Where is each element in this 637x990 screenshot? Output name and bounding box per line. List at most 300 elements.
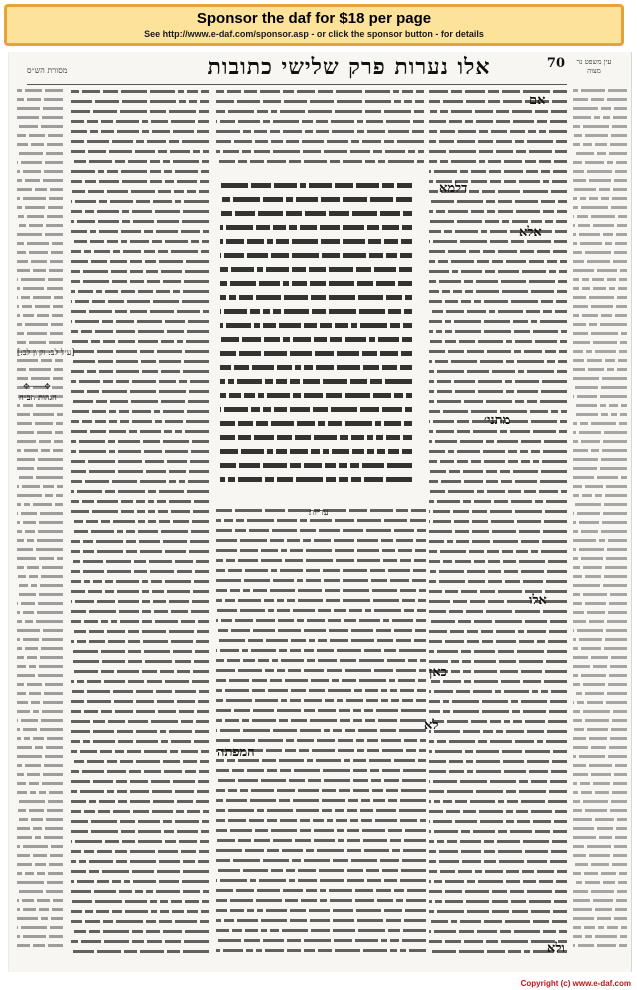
- text-line: [69, 578, 209, 584]
- text-line: [69, 268, 209, 274]
- text-line: [571, 754, 627, 759]
- text-line: [427, 578, 567, 584]
- text-line: [427, 238, 567, 244]
- text-line: [214, 587, 426, 593]
- text-line: [427, 518, 567, 524]
- text-line: [15, 277, 63, 282]
- text-line: [571, 331, 627, 336]
- text-line: [218, 405, 412, 414]
- text-line: [15, 871, 63, 876]
- text-line: [69, 208, 209, 214]
- text-line: [69, 728, 209, 734]
- text-line: [571, 268, 627, 273]
- text-line: [571, 349, 627, 354]
- text-line: [15, 178, 63, 183]
- text-line: [427, 458, 567, 464]
- text-line: [571, 700, 627, 705]
- text-line: [214, 917, 426, 923]
- text-line: [427, 488, 567, 494]
- text-line: [571, 745, 627, 750]
- text-line: [69, 88, 209, 94]
- text-line: [214, 647, 426, 653]
- text-line: [427, 108, 567, 114]
- text-line: [427, 838, 567, 844]
- text-line: [427, 248, 567, 254]
- text-line: [69, 508, 209, 514]
- text-line: [427, 338, 567, 344]
- text-line: [15, 691, 63, 696]
- text-line: [69, 438, 209, 444]
- text-line: [571, 628, 627, 633]
- text-line: [69, 178, 209, 184]
- text-line: [15, 709, 63, 714]
- text-line: [571, 799, 627, 804]
- top-commentary-block: [214, 88, 424, 174]
- text-line: [427, 798, 567, 804]
- text-line: [69, 158, 209, 164]
- text-line: [571, 871, 627, 876]
- text-line: [427, 358, 567, 364]
- text-line: [69, 718, 209, 724]
- text-line: [15, 565, 63, 570]
- text-line: [427, 548, 567, 554]
- text-line: [218, 321, 412, 330]
- text-line: [214, 727, 426, 733]
- text-line: [427, 388, 567, 394]
- text-line: [427, 848, 567, 854]
- text-line: [15, 610, 63, 615]
- text-line: [15, 475, 63, 480]
- text-line: [15, 736, 63, 741]
- text-line: [15, 160, 63, 165]
- text-line: [69, 168, 209, 174]
- gemara-text-box: [214, 177, 416, 503]
- text-line: [571, 727, 627, 732]
- text-line: [69, 908, 209, 914]
- copyright-notice: Copyright (c) www.e-daf.com: [520, 979, 631, 988]
- text-line: [571, 403, 627, 408]
- text-line: [214, 547, 426, 553]
- text-line: [69, 218, 209, 224]
- text-line: [571, 295, 627, 300]
- text-line: [571, 205, 627, 210]
- text-line: [214, 737, 426, 743]
- text-line: [571, 808, 627, 813]
- text-line: [571, 889, 627, 894]
- gemara-lines: [218, 181, 412, 499]
- text-line: [571, 916, 627, 921]
- text-line: [427, 148, 567, 154]
- text-line: [69, 588, 209, 594]
- text-line: [427, 928, 567, 934]
- text-line: [571, 214, 627, 219]
- text-line: [69, 338, 209, 344]
- text-line: [214, 657, 426, 663]
- text-line: [427, 478, 567, 484]
- text-line: [69, 568, 209, 574]
- text-line: [427, 748, 567, 754]
- text-line: [571, 340, 627, 345]
- text-line: [15, 268, 63, 273]
- text-line: [214, 148, 424, 154]
- text-line: [15, 655, 63, 660]
- text-line: [427, 198, 567, 204]
- text-line: [427, 728, 567, 734]
- text-line: [571, 934, 627, 939]
- text-line: [571, 790, 627, 795]
- text-line: [69, 288, 209, 294]
- text-line: [15, 880, 63, 885]
- text-line: [69, 448, 209, 454]
- text-line: [571, 241, 627, 246]
- text-line: [15, 592, 63, 597]
- text-line: [15, 358, 63, 363]
- text-line: [427, 398, 567, 404]
- text-line: [427, 738, 567, 744]
- text-line: [571, 664, 627, 669]
- cross-reference-note: [עיל לב: וקיון לב:]: [17, 348, 75, 357]
- text-line: [571, 565, 627, 570]
- text-line: [15, 700, 63, 705]
- text-line: [571, 115, 627, 120]
- text-line: [15, 376, 63, 381]
- ein-mishpat-heading: עין משפט נר מצוה: [576, 58, 612, 75]
- text-line: [69, 878, 209, 884]
- text-line: [15, 583, 63, 588]
- text-line: [571, 817, 627, 822]
- text-line: [214, 717, 426, 723]
- text-line: [214, 927, 426, 933]
- page-title: אלו נערות פרק שלישי כתובות: [207, 54, 491, 80]
- text-line: [15, 520, 63, 525]
- text-line: [15, 934, 63, 939]
- text-line: [69, 928, 209, 934]
- text-line: [571, 160, 627, 165]
- text-line: [69, 888, 209, 894]
- text-line: [218, 377, 412, 386]
- text-line: [15, 763, 63, 768]
- text-line: [15, 628, 63, 633]
- text-line: [214, 617, 426, 623]
- text-line: [69, 228, 209, 234]
- text-line: [214, 777, 426, 783]
- text-line: [15, 259, 63, 264]
- text-line: [218, 391, 412, 400]
- ornament-divider: ✥───✥: [23, 382, 51, 391]
- text-line: [69, 408, 209, 414]
- text-line: [427, 708, 567, 714]
- text-line: [427, 868, 567, 874]
- text-line: [69, 368, 209, 374]
- text-line: [571, 322, 627, 327]
- text-line: [427, 428, 567, 434]
- text-line: [15, 898, 63, 903]
- text-line: [427, 438, 567, 444]
- text-line: [69, 398, 209, 404]
- text-line: [427, 218, 567, 224]
- text-line: [15, 853, 63, 858]
- text-line: [15, 214, 63, 219]
- text-line: [427, 448, 567, 454]
- text-line: [218, 181, 412, 190]
- text-line: [15, 907, 63, 912]
- text-line: [427, 608, 567, 614]
- text-line: [427, 668, 567, 674]
- text-line: [214, 138, 424, 144]
- text-line: [427, 918, 567, 924]
- text-line: [15, 862, 63, 867]
- text-line: [69, 688, 209, 694]
- text-line: [15, 106, 63, 111]
- text-line: [427, 898, 567, 904]
- text-line: [427, 348, 567, 354]
- text-line: [69, 798, 209, 804]
- text-line: [15, 493, 63, 498]
- text-line: [15, 673, 63, 678]
- text-line: [571, 286, 627, 291]
- text-line: [427, 628, 567, 634]
- text-line: [571, 142, 627, 147]
- text-line: [218, 237, 412, 246]
- text-line: [214, 867, 426, 873]
- text-line: [15, 88, 63, 93]
- text-line: [571, 106, 627, 111]
- text-line: [571, 853, 627, 858]
- text-line: [427, 618, 567, 624]
- text-line: [69, 428, 209, 434]
- text-line: [571, 781, 627, 786]
- text-line: [571, 412, 627, 417]
- text-line: [571, 376, 627, 381]
- text-line: [427, 318, 567, 324]
- text-line: [427, 368, 567, 374]
- daf-page: [8, 52, 632, 972]
- text-line: [218, 265, 412, 274]
- text-line: [571, 610, 627, 615]
- text-line: [15, 115, 63, 120]
- text-line: [69, 638, 209, 644]
- text-line: [15, 313, 63, 318]
- text-line: [214, 158, 424, 164]
- text-line: [15, 241, 63, 246]
- text-line: [69, 458, 209, 464]
- text-line: [427, 498, 567, 504]
- sponsor-subtitle: See http://www.e-daf.com/sponsor.asp - or click the sponsor button - for details: [144, 29, 484, 39]
- text-line: [69, 308, 209, 314]
- text-line: [214, 807, 426, 813]
- text-line: [214, 847, 426, 853]
- text-line: [15, 943, 63, 948]
- text-line: [69, 558, 209, 564]
- text-line: [571, 151, 627, 156]
- text-line: [15, 547, 63, 552]
- text-line: [69, 528, 209, 534]
- text-line: [15, 430, 63, 435]
- text-line: [214, 627, 426, 633]
- text-line: [427, 638, 567, 644]
- text-line: [571, 619, 627, 624]
- text-line: [427, 688, 567, 694]
- text-line: [69, 698, 209, 704]
- text-line: [15, 601, 63, 606]
- text-line: [571, 97, 627, 102]
- text-line: [15, 718, 63, 723]
- text-line: [15, 133, 63, 138]
- text-line: [571, 169, 627, 174]
- text-line: [214, 577, 426, 583]
- text-line: [69, 898, 209, 904]
- text-line: [15, 826, 63, 831]
- text-line: [427, 788, 567, 794]
- masoret-heading: מסורת הש״ס: [27, 66, 68, 75]
- text-line: [214, 797, 426, 803]
- text-line: [427, 558, 567, 564]
- text-line: [69, 658, 209, 664]
- text-line: [571, 394, 627, 399]
- text-line: [427, 648, 567, 654]
- text-line: [15, 754, 63, 759]
- text-line: [218, 419, 412, 428]
- dibur-word: המפתה: [217, 745, 255, 760]
- text-line: [571, 583, 627, 588]
- bottom-commentary-block: [214, 507, 426, 958]
- text-line: [427, 168, 567, 174]
- text-line: [15, 196, 63, 201]
- text-line: [571, 772, 627, 777]
- text-line: [15, 664, 63, 669]
- text-line: [15, 808, 63, 813]
- text-line: [427, 568, 567, 574]
- text-line: [15, 205, 63, 210]
- text-line: [571, 196, 627, 201]
- text-line: [69, 488, 209, 494]
- text-line: [571, 223, 627, 228]
- text-line: [69, 708, 209, 714]
- text-line: [69, 938, 209, 944]
- text-line: [69, 918, 209, 924]
- text-line: [15, 817, 63, 822]
- text-line: [214, 937, 426, 943]
- text-line: [69, 648, 209, 654]
- text-line: [571, 124, 627, 129]
- text-line: [571, 556, 627, 561]
- text-line: [69, 758, 209, 764]
- text-line: [69, 608, 209, 614]
- text-line: [69, 98, 209, 104]
- text-line: [15, 286, 63, 291]
- text-line: [214, 98, 424, 104]
- text-line: [571, 592, 627, 597]
- text-line: [571, 475, 627, 480]
- text-line: [15, 439, 63, 444]
- text-line: [218, 195, 412, 204]
- text-line: [571, 277, 627, 282]
- text-line: [427, 468, 567, 474]
- text-line: [69, 108, 209, 114]
- text-line: [15, 835, 63, 840]
- text-line: [214, 687, 426, 693]
- text-line: [571, 844, 627, 849]
- text-line: [427, 878, 567, 884]
- text-line: [427, 138, 567, 144]
- text-line: [15, 304, 63, 309]
- text-line: [69, 598, 209, 604]
- text-line: [218, 461, 412, 470]
- text-line: [571, 313, 627, 318]
- text-line: [15, 142, 63, 147]
- text-line: [69, 198, 209, 204]
- text-line: [69, 348, 209, 354]
- text-line: [427, 698, 567, 704]
- text-line: [571, 493, 627, 498]
- text-line: [69, 358, 209, 364]
- text-line: [571, 826, 627, 831]
- text-line: [571, 439, 627, 444]
- text-line: [427, 778, 567, 784]
- text-line: [427, 158, 567, 164]
- text-line: [571, 763, 627, 768]
- text-line: [571, 718, 627, 723]
- text-line: [69, 848, 209, 854]
- text-line: [214, 88, 424, 94]
- text-line: [69, 378, 209, 384]
- text-line: [15, 646, 63, 651]
- text-line: [218, 433, 412, 442]
- text-line: [69, 258, 209, 264]
- text-line: [218, 293, 412, 302]
- text-line: [571, 133, 627, 138]
- text-line: [571, 250, 627, 255]
- text-line: [571, 259, 627, 264]
- text-line: [218, 349, 412, 358]
- text-line: [571, 457, 627, 462]
- text-line: [427, 328, 567, 334]
- text-line: [69, 788, 209, 794]
- text-line: [427, 538, 567, 544]
- text-line: [69, 538, 209, 544]
- rashi-column: [427, 88, 567, 958]
- text-line: [69, 138, 209, 144]
- sponsor-banner[interactable]: [4, 4, 624, 46]
- text-line: [427, 808, 567, 814]
- text-line: [427, 888, 567, 894]
- text-line: [427, 98, 567, 104]
- header-rule: [27, 84, 567, 85]
- text-line: [571, 907, 627, 912]
- text-line: [427, 758, 567, 764]
- text-line: [15, 187, 63, 192]
- text-line: [15, 781, 63, 786]
- dibur-word: כאן: [429, 665, 448, 680]
- text-line: [214, 857, 426, 863]
- text-line: [571, 385, 627, 390]
- text-line: [214, 637, 426, 643]
- text-line: [571, 529, 627, 534]
- text-line: [15, 403, 63, 408]
- text-line: [15, 466, 63, 471]
- text-line: [571, 880, 627, 885]
- text-line: [69, 778, 209, 784]
- text-line: [214, 607, 426, 613]
- text-line: [214, 527, 426, 533]
- text-line: [571, 448, 627, 453]
- text-line: [571, 538, 627, 543]
- text-line: [571, 898, 627, 903]
- text-line: [218, 307, 412, 316]
- text-line: [15, 340, 63, 345]
- text-line: [427, 508, 567, 514]
- text-line: [214, 837, 426, 843]
